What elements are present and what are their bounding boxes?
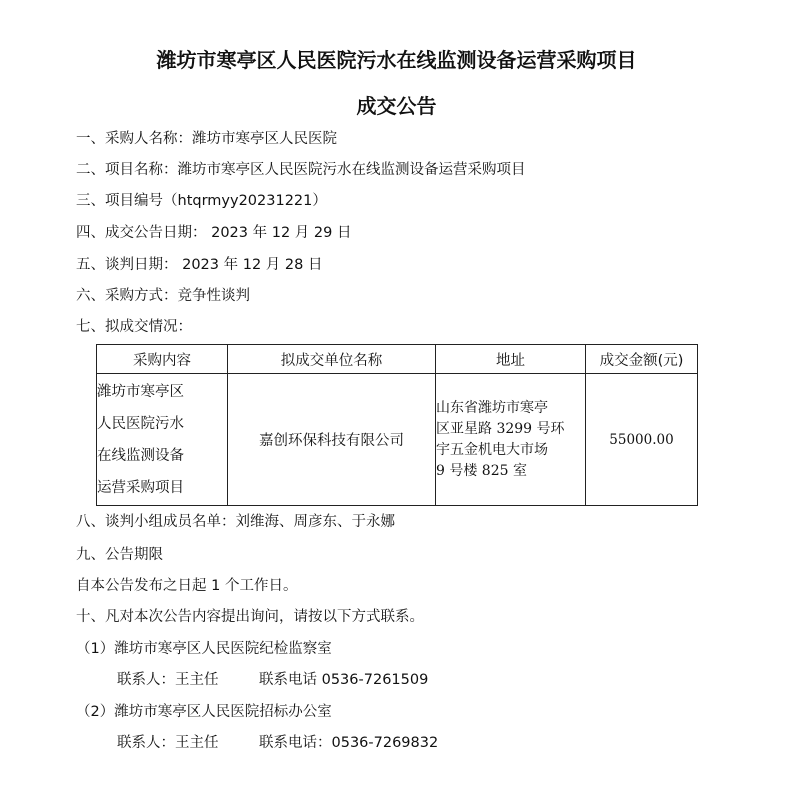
announce-date-line: 四、成交公告日期： 2023 年 12 月 29 日	[76, 225, 352, 241]
content-line: 潍坊市寒亭区	[97, 383, 184, 400]
header-address: 地址	[436, 345, 586, 374]
content-line: 人民医院污水	[97, 415, 184, 432]
office1-contact-person: 联系人：王主任	[117, 672, 219, 688]
page-subtitle: 成交公告	[356, 94, 437, 118]
cell-amount: 55000.00	[586, 374, 698, 506]
office2-contact-person: 联系人：王主任	[117, 735, 219, 751]
period-text: 自本公告发布之日起 1 个工作日。	[76, 578, 298, 594]
header-content: 采购内容	[97, 345, 228, 374]
panel-members-line: 八、谈判小组成员名单：刘维海、周彦东、于永娜	[76, 514, 395, 530]
office1-phone: 联系电话 0536-7261509	[259, 672, 429, 688]
contact-heading: 十、凡对本次公告内容提出询问，请按以下方式联系。	[76, 609, 424, 625]
table-row	[97, 374, 698, 506]
office2-line: （2）潍坊市寒亭区人民医院招标办公室	[76, 704, 332, 720]
address-line: 宇五金机电大市场	[436, 441, 548, 458]
cell-content	[97, 374, 228, 506]
project-number-line: 三、项目编号（htqrmyy20231221）	[76, 193, 327, 209]
header-supplier: 拟成交单位名称	[228, 345, 436, 374]
cell-address	[436, 374, 586, 506]
cell-supplier: 嘉创环保科技有限公司	[228, 374, 436, 506]
office2-phone: 联系电话：0536-7269832	[259, 735, 439, 751]
table-header-row	[97, 345, 698, 374]
project-name-line: 二、项目名称：潍坊市寒亭区人民医院污水在线监测设备运营采购项目	[76, 162, 526, 178]
negotiation-date-line: 五、谈判日期： 2023 年 12 月 28 日	[76, 257, 323, 273]
procurement-method-line: 六、采购方式：竞争性谈判	[76, 288, 250, 304]
address-line: 区亚星路 3299 号环	[436, 420, 565, 437]
office1-line: （1）潍坊市寒亭区人民医院纪检监察室	[76, 641, 332, 657]
page-title: 潍坊市寒亭区人民医院污水在线监测设备运营采购项目	[156, 48, 637, 72]
content-line: 在线监测设备	[97, 447, 184, 464]
award-table	[96, 344, 698, 506]
content-line: 运营采购项目	[97, 479, 184, 496]
purchaser-line: 一、采购人名称：潍坊市寒亭区人民医院	[76, 131, 337, 147]
award-heading: 七、拟成交情况：	[76, 319, 192, 335]
address-line: 9 号楼 825 室	[436, 462, 527, 479]
address-line: 山东省潍坊市寒亭	[436, 399, 548, 416]
header-amount: 成交金额(元)	[586, 345, 698, 374]
period-heading: 九、公告期限	[76, 547, 163, 563]
